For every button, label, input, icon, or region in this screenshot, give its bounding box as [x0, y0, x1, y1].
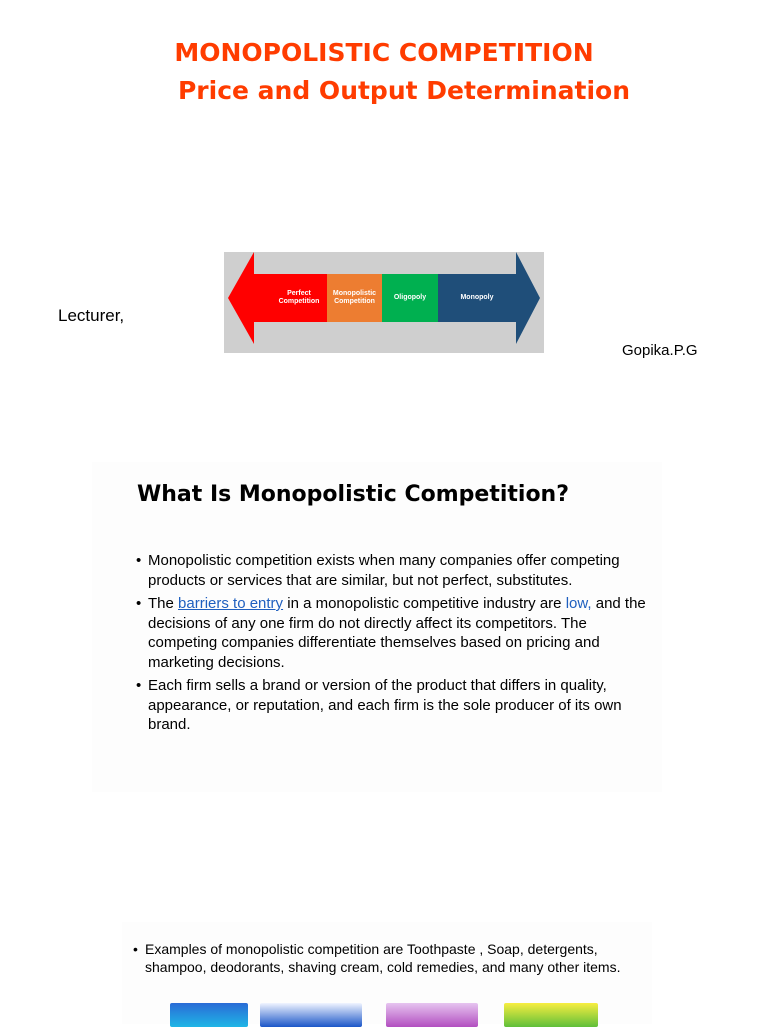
page-subtitle: Price and Output Determination — [177, 76, 631, 105]
list-item: • Each firm sells a brand or version of the product that differs in quality, appearance, or reputation, and each firm is the sole producer of its own brand. — [136, 676, 646, 735]
left-arrow-icon — [228, 252, 272, 344]
definition-list — [136, 551, 646, 739]
barriers-to-entry-link[interactable]: barriers to entry — [178, 595, 284, 612]
cleaner-product-image — [504, 1003, 598, 1027]
market-spectrum-diagram — [224, 252, 544, 353]
examples-text: • Examples of monopolistic competition are Toothpaste , Soap, detergents, shampoo, deodorants, shaving cream, cold remedies, and many other items. — [133, 940, 635, 976]
segment-monopoly: Monopoly — [438, 274, 516, 322]
detergent-product-image — [260, 1003, 362, 1027]
list-item: • Monopolistic competition exists when many companies offer competing products or services that are similar, but not perfect, substitutes. — [136, 551, 646, 590]
page-title: MONOPOLISTIC COMPETITION — [174, 38, 594, 67]
segment-perfect-competition: Perfect Competition — [271, 274, 327, 322]
soap-product-image — [386, 1003, 478, 1027]
section-heading: What Is Monopolistic Competition? — [137, 482, 569, 507]
segment-oligopoly: Oligopoly — [382, 274, 438, 322]
low-highlight: low, — [565, 595, 592, 612]
segment-monopolistic-competition: Monopolistic Competition — [327, 274, 382, 322]
list-item: • The barriers to entry in a monopolistic competitive industry are low, and the decisions of any one firm do not directly affect its competitors. The competing companies differentiate themselves based on pricing and marketing decisions. — [136, 594, 646, 672]
lecturer-label: Lecturer, — [58, 306, 125, 325]
author-name: Gopika.P.G — [622, 342, 698, 359]
toothpaste-product-image — [170, 1003, 248, 1027]
